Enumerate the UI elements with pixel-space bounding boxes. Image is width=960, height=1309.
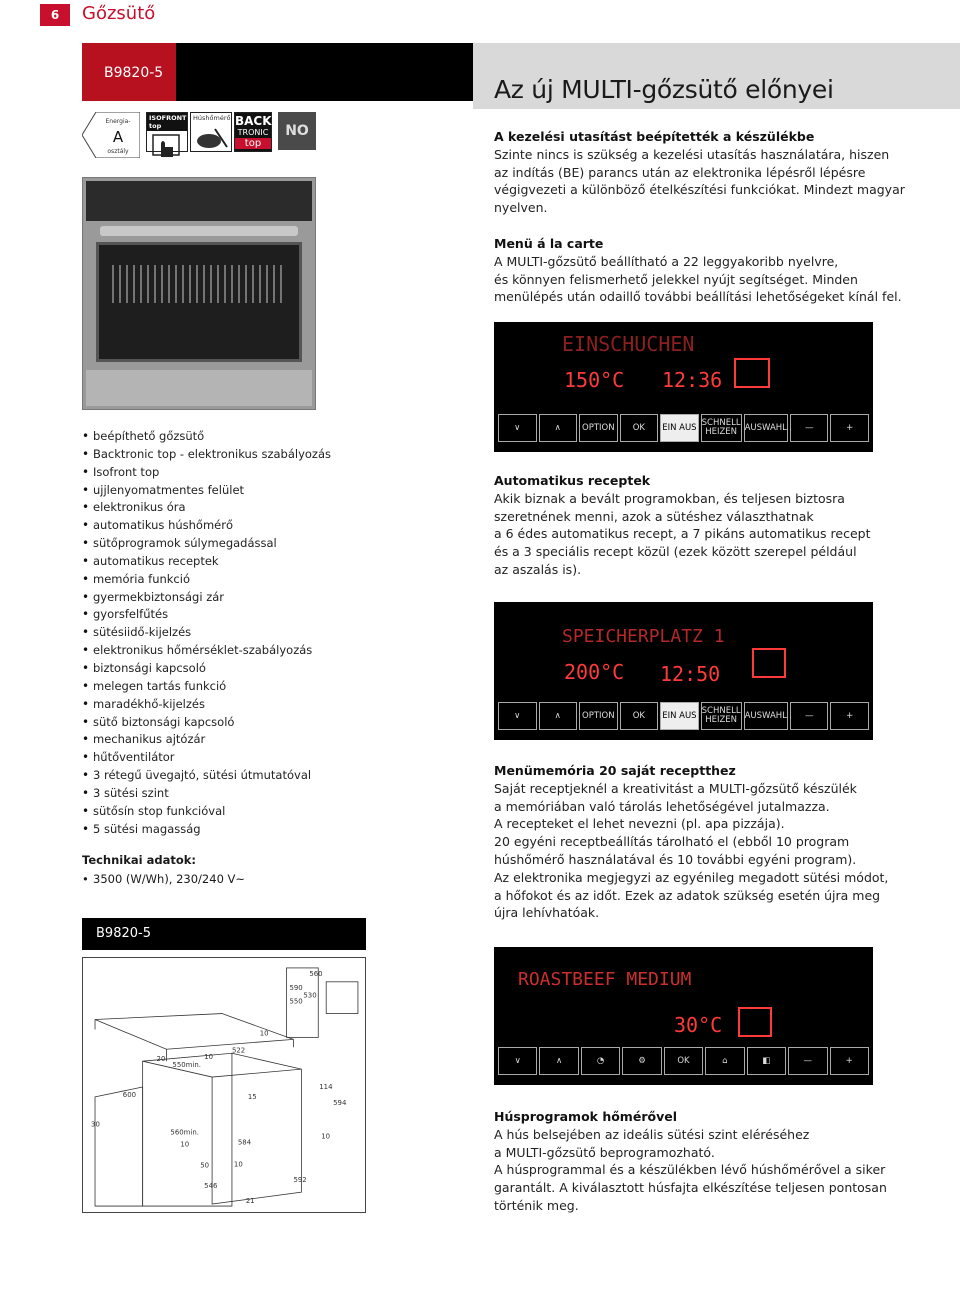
display-button: OK [620, 702, 659, 730]
display-button: ◔ [581, 1047, 620, 1075]
dim-label: 584 [237, 1138, 252, 1147]
display-menu-text: ROASTBEEF MEDIUM [518, 969, 692, 990]
section-line: Saját receptjeknél a kreativitást a MULTI-gőzsütő készülék [494, 780, 857, 796]
display-button: OPTION [579, 702, 618, 730]
feature-item: • beépíthető gőzsütő [82, 428, 382, 446]
oven-handle [100, 226, 298, 236]
section-manual [494, 128, 934, 217]
feature-item: • 3 rétegű üvegajtó, sütési útmutatóval [82, 767, 382, 785]
no-badge: NO [278, 112, 316, 150]
dim-label: 560min. [170, 1128, 199, 1137]
section-line: újra lehívhatóak. [494, 905, 600, 921]
display-button: EIN AUS [660, 414, 699, 442]
display-button: SCHNELL HEIZEN [701, 414, 742, 442]
display-button: SCHNELL HEIZEN [701, 702, 742, 730]
section-line: A hús belsejében az ideális sütési szint eléréséhez [494, 1126, 810, 1142]
display-button: ∨ [498, 702, 537, 730]
dim-label: 10 [321, 1132, 331, 1141]
dim-label: 10 [180, 1140, 190, 1149]
meat-probe-badge [190, 112, 232, 152]
dim-label: 30 [91, 1120, 100, 1129]
isofront-badge-label: ISOFRONT top [149, 114, 187, 130]
section-line: szeretnének menni, azok a sütéshez választhatnak [494, 508, 814, 524]
dim-label: 546 [204, 1182, 218, 1191]
display-button-row [494, 414, 873, 442]
oven-lower-panel [86, 370, 312, 406]
display-button: ∨ [498, 1047, 537, 1075]
section-line: és a 3 speciális recept közül (ezek között szerepel például [494, 544, 857, 560]
dim-label: 600 [122, 1090, 137, 1099]
display-button: OPTION [579, 414, 618, 442]
dim-label: 21 [245, 1197, 255, 1206]
energy-top-label: Energia- [105, 118, 131, 125]
section-memory [494, 762, 934, 922]
oven-display-photo [494, 602, 873, 740]
dim-label: 15 [247, 1092, 257, 1101]
backtronic-line3: top [235, 138, 271, 149]
section-heading: Menü á la carte [494, 236, 604, 251]
section-auto-recipes [494, 472, 934, 579]
feature-item: • Isofront top [82, 464, 382, 482]
section-heading: A kezelési utasítást beépítették a készülékbe [494, 129, 815, 144]
installation-diagram [82, 957, 366, 1213]
tech-item: • 3500 (W/Wh), 230/240 V~ [82, 872, 245, 886]
oven-display-photo [494, 322, 873, 452]
display-button: ⌂ [705, 1047, 744, 1075]
section-line: és könnyen felismerhető jelekkel nyújt segítséget. Minden [494, 271, 858, 287]
dim-label: 550 [289, 997, 303, 1006]
energy-bottom-label: osztály [107, 148, 129, 155]
feature-list [82, 428, 382, 838]
display-button: ∧ [539, 1047, 578, 1075]
dim-label: 50 [200, 1161, 210, 1170]
meat-probe-badge-label: Húshőmérő [193, 114, 231, 122]
dim-label: 522 [231, 1046, 246, 1055]
section-line: végigvezeti a különböző ételkészítési funkciókat. Mindezt magyar [494, 182, 905, 198]
section-meat-program [494, 1108, 934, 1215]
backtronic-line1: BACK [235, 114, 272, 128]
display-button: ∧ [539, 702, 578, 730]
section-line: A húsprogrammal és a készülékben lévő húshőmérővel a siker [494, 1162, 886, 1178]
section-line: A MULTI-gőzsütő beállítható a 22 leggyakoribb nyelvre, [494, 253, 839, 269]
feature-item: • gyermekbiztonsági zár [82, 589, 382, 607]
dim-label: 550min. [172, 1061, 201, 1070]
display-temperature: 200°C [564, 660, 625, 684]
section-line: a 6 édes automatikus recept, a 7 pikáns automatikus recept [494, 526, 871, 542]
display-menu-text: EINSCHUCHEN [562, 332, 695, 356]
dim-label: 10 [259, 1029, 269, 1038]
display-button: OK [664, 1047, 703, 1075]
display-button: + [830, 414, 869, 442]
dim-label: 20 [156, 1055, 166, 1064]
display-button-row [494, 702, 873, 730]
display-time: 12:50 [660, 662, 721, 686]
section-line: a hőfokot és az időt. Ezek az adatok szükség esetén újra meg [494, 887, 881, 903]
section-line: Akik biznak a bevált programokban, és teljesen biztosra [494, 490, 845, 506]
section-line: az indítás (BE) parancs után az elektronika lépésről lépésre [494, 164, 866, 180]
section-line: A recepteket el lehet nevezni (pl. apa pizzája). [494, 816, 785, 832]
display-time: 12:36 [662, 368, 723, 392]
oven-display-photo [494, 947, 873, 1085]
feature-item: • maradékhő-kijelzés [82, 696, 382, 714]
feature-item: • sütősín stop funkcióval [82, 803, 382, 821]
display-button: EIN AUS [660, 702, 699, 730]
display-button: + [830, 1047, 869, 1075]
oven-control-panel [86, 181, 312, 221]
display-temperature: 150°C [564, 368, 625, 392]
section-line: húshőmérő használatával és 10 további egyéni program). [494, 851, 857, 867]
section-line: történik meg. [494, 1197, 579, 1213]
section-menu [494, 235, 934, 306]
section-line: 20 egyéni receptbeállítás tárolható el (ebből 10 program [494, 834, 850, 850]
meat-probe-icon [191, 123, 231, 151]
model-label: B9820-5 [104, 65, 164, 81]
feature-item: • sütő biztonsági kapcsoló [82, 714, 382, 732]
feature-item: • sütésiidő-kijelzés [82, 624, 382, 642]
dim-label: 114 [319, 1082, 333, 1091]
feature-item: • memória funkció [82, 571, 382, 589]
isofront-badge [146, 112, 188, 152]
tech-title: Technikai adatok: [82, 853, 197, 867]
display-temperature: 30°C [674, 1013, 723, 1037]
feature-item: • hűtőventilátor [82, 749, 382, 767]
section-line: nyelven. [494, 200, 548, 216]
feature-item: • biztonsági kapcsoló [82, 660, 382, 678]
section-title: Gőzsütő [82, 3, 156, 24]
energy-class-icon [82, 112, 140, 158]
display-button: — [790, 414, 829, 442]
feature-item: • 5 sütési magasság [82, 821, 382, 839]
feature-item: • automatikus húshőmérő [82, 517, 382, 535]
display-button: AUSWAHL [744, 702, 788, 730]
display-button: ⚙ [622, 1047, 661, 1075]
section-line: Szinte nincs is szükség a kezelési utasítás használatára, hiszen [494, 146, 890, 162]
display-button-row [494, 1047, 873, 1075]
feature-item: • gyorsfelfűtés [82, 606, 382, 624]
feature-item: • 3 sütési szint [82, 785, 382, 803]
display-oven-icon [738, 1007, 772, 1037]
section-line: a MULTI-gőzsütő beprogramozható. [494, 1144, 715, 1160]
main-title: Az új MULTI-gőzsütő előnyei [494, 75, 834, 104]
display-button: + [830, 702, 869, 730]
feature-item: • ujjlenyomatmentes felület [82, 482, 382, 500]
display-button: ∧ [539, 414, 578, 442]
display-button: ∨ [498, 414, 537, 442]
page-number: 6 [40, 4, 70, 26]
feature-item: • elektronikus hőmérséklet-szabályozás [82, 642, 382, 660]
section-heading: Menümemória 20 saját receptthez [494, 763, 736, 778]
dim-label: 594 [333, 1098, 347, 1107]
feature-item: • automatikus receptek [82, 553, 382, 571]
backtronic-badge [234, 112, 272, 152]
section-heading: Automatikus receptek [494, 473, 651, 488]
dim-label: 10 [204, 1053, 213, 1062]
hand-touch-icon [147, 131, 187, 159]
oven-rack [112, 265, 286, 303]
section-line: garantált. A kiválasztott húsfajta elkészítése teljesen pontosan [494, 1180, 887, 1196]
display-button: ◧ [747, 1047, 786, 1075]
display-oven-icon [752, 648, 786, 678]
model-label-2: B9820-5 [96, 926, 151, 941]
display-button: AUSWAHL [744, 414, 788, 442]
feature-item: • melegen tartás funkció [82, 678, 382, 696]
section-line: Az elektronika megjegyzi az egyénileg megadott sütési módot, [494, 869, 889, 885]
dim-label: 530 [303, 991, 317, 1000]
display-button: — [788, 1047, 827, 1075]
display-menu-text: SPEICHERPLATZ 1 [562, 626, 725, 647]
feature-item: • elektronikus óra [82, 499, 382, 517]
energy-letter: A [112, 128, 124, 146]
feature-item: • Backtronic top - elektronikus szabályozás [82, 446, 382, 464]
display-button: OK [620, 414, 659, 442]
dim-label: 590 [289, 983, 303, 992]
dim-label: 10 [233, 1160, 243, 1169]
section-line: a memóriában való tárolás lehetőségével jutalmazza. [494, 798, 830, 814]
section-line: menülépés után odaillő további beállítási lehetőségeket kínál fel. [494, 289, 902, 305]
section-heading: Húsprogramok hőmérővel [494, 1109, 677, 1124]
feature-item: • mechanikus ajtózár [82, 731, 382, 749]
backtronic-line2: TRONIC [237, 128, 269, 137]
section-line: az aszalás is). [494, 561, 582, 577]
display-oven-icon [734, 358, 770, 388]
feature-item: • sütőprogramok súlymegadással [82, 535, 382, 553]
display-button: — [790, 702, 829, 730]
dim-label: 592 [293, 1176, 307, 1185]
dim-label: 560 [309, 969, 323, 978]
